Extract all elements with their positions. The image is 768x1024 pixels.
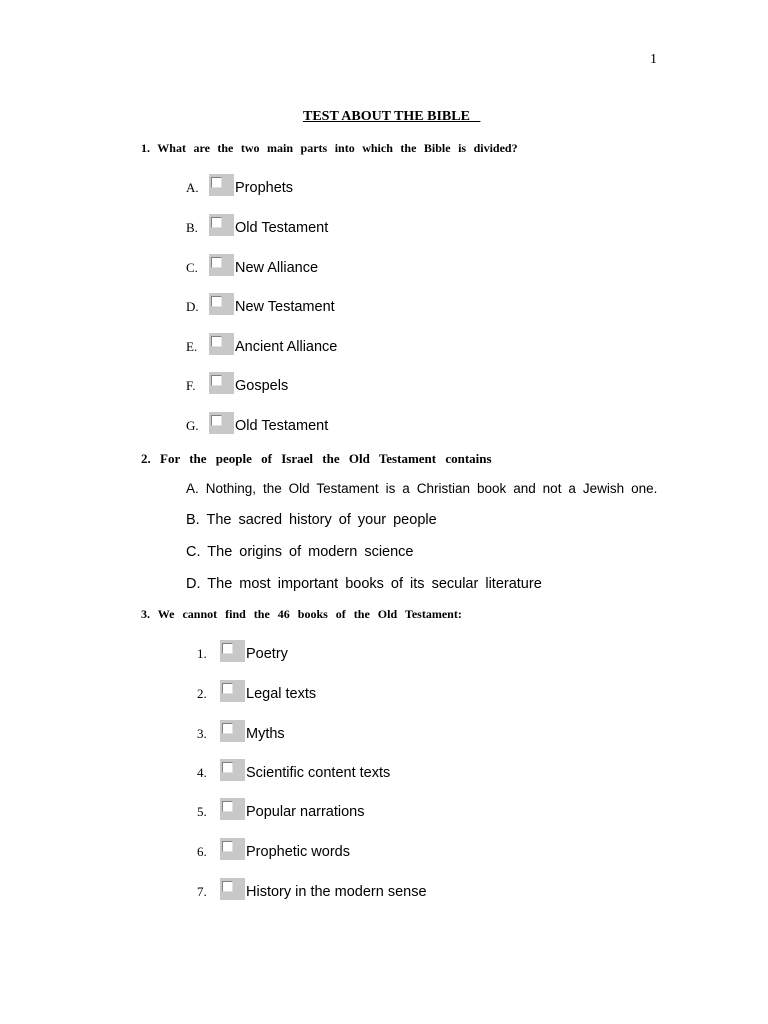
option-number: 7.	[197, 884, 207, 899]
checkbox-icon[interactable]	[209, 214, 234, 236]
option-label: Gospels	[235, 378, 289, 394]
question-3-option-4	[197, 761, 390, 785]
question-1-option-b	[186, 216, 328, 240]
option-label: Prophets	[235, 180, 294, 196]
option-letter: D.	[186, 299, 199, 314]
question-1-option-f	[186, 374, 288, 398]
option-label: New Testament	[235, 299, 335, 315]
question-2-option-d: D. The most important books of its secular literature	[186, 576, 542, 592]
option-number: 3.	[197, 726, 207, 741]
question-2-option-c: C. The origins of modern science	[186, 544, 414, 560]
option-letter: B.	[186, 220, 198, 235]
checkbox-icon[interactable]	[209, 254, 234, 276]
question-1-option-c	[186, 256, 318, 280]
option-number: 2.	[197, 686, 207, 701]
checkbox-icon[interactable]	[209, 333, 234, 355]
page-title: TEST ABOUT THE BIBLE	[303, 109, 481, 124]
question-3-option-1	[197, 642, 288, 666]
option-number: 5.	[197, 804, 207, 819]
option-label: New Alliance	[235, 260, 319, 276]
question-1-option-g	[186, 414, 328, 438]
option-number: 4.	[197, 765, 207, 780]
option-label: Poetry	[246, 646, 288, 662]
page-number: 1	[650, 52, 657, 67]
question-1-option-e	[186, 335, 337, 359]
checkbox-icon[interactable]	[220, 798, 245, 820]
question-2-option-a: A. Nothing, the Old Testament is a Christian book and not a Jewish one.	[186, 481, 658, 496]
checkbox-icon[interactable]	[220, 838, 245, 860]
checkbox-icon[interactable]	[209, 412, 234, 434]
option-number: 6.	[197, 844, 207, 859]
option-letter: E.	[186, 339, 198, 354]
question-1-text: 1. What are the two main parts into which the Bible is divided?	[141, 141, 518, 155]
checkbox-icon[interactable]	[220, 878, 245, 900]
option-label: Legal texts	[246, 686, 317, 702]
option-number: 1.	[197, 646, 207, 661]
question-2-option-b: B. The sacred history of your people	[186, 512, 437, 528]
checkbox-icon[interactable]	[209, 372, 234, 394]
option-label: Ancient Alliance	[235, 339, 338, 355]
option-label: Scientific content texts	[246, 765, 391, 781]
option-label: Myths	[246, 726, 285, 742]
question-3-option-3	[197, 722, 285, 746]
option-label: History in the modern sense	[246, 884, 427, 900]
option-letter: F.	[186, 378, 196, 393]
checkbox-icon[interactable]	[220, 759, 245, 781]
checkbox-icon[interactable]	[220, 640, 245, 662]
checkbox-icon[interactable]	[209, 293, 234, 315]
option-letter: A.	[186, 180, 199, 195]
question-1-option-a	[186, 176, 293, 200]
question-3-option-2	[197, 682, 316, 706]
option-label: Prophetic words	[246, 844, 350, 860]
checkbox-icon[interactable]	[209, 174, 234, 196]
question-3-option-5	[197, 800, 365, 824]
option-letter: G.	[186, 418, 199, 433]
question-3-text: 3. We cannot find the 46 books of the Old Testament:	[141, 607, 462, 621]
question-1-option-d	[186, 295, 335, 319]
question-3-option-7	[197, 880, 427, 904]
option-label: Old Testament	[235, 220, 329, 236]
checkbox-icon[interactable]	[220, 680, 245, 702]
option-label: Popular narrations	[246, 804, 365, 820]
checkbox-icon[interactable]	[220, 720, 245, 742]
question-3-option-6	[197, 840, 350, 864]
question-2-text: 2. For the people of Israel the Old Testament contains	[141, 451, 492, 466]
option-label: Old Testament	[235, 418, 329, 434]
option-letter: C.	[186, 260, 198, 275]
